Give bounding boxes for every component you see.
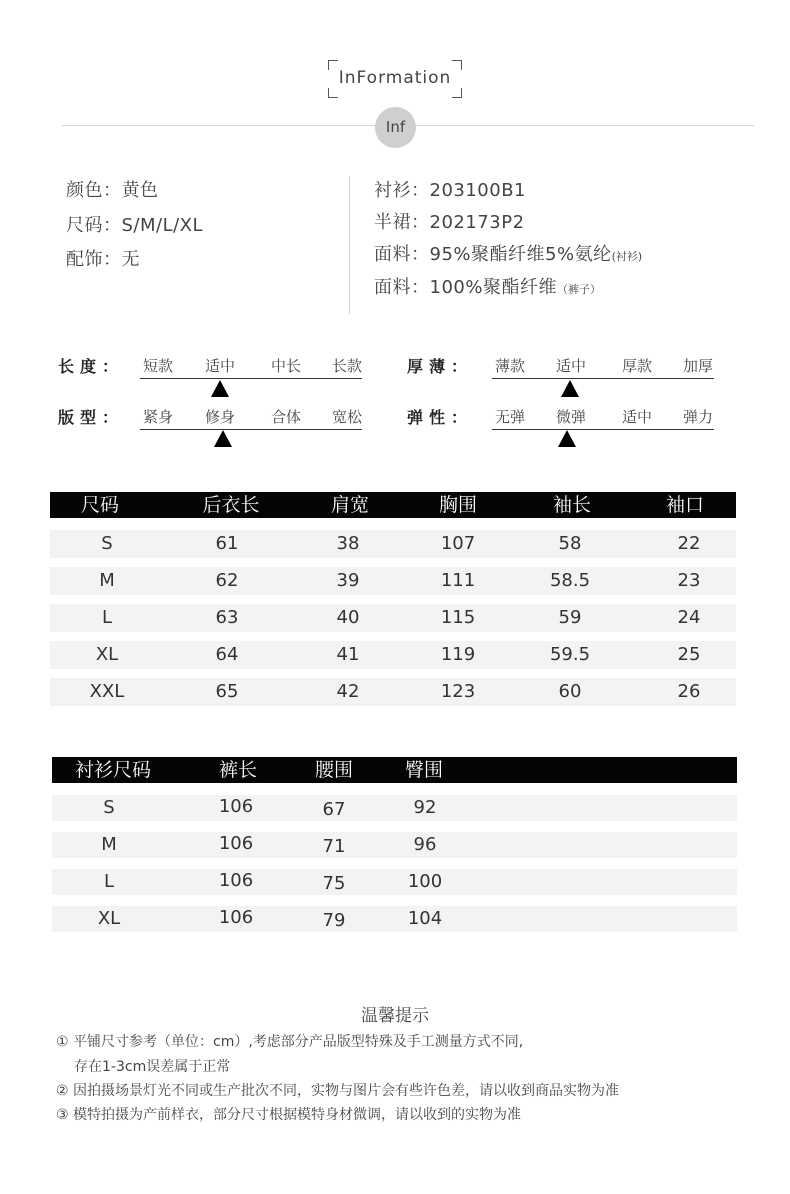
table-cell: 119 xyxy=(440,644,476,665)
scale-option: 弹力 xyxy=(682,408,713,426)
scale-label: 版型： xyxy=(58,408,125,427)
info-skirt-code xyxy=(374,208,525,234)
column-header: 袖长 xyxy=(552,494,591,516)
column-header: 后衣长 xyxy=(202,494,260,516)
scale-line xyxy=(492,378,714,379)
info-value: 100%聚酯纤维 xyxy=(429,277,557,298)
table-cell: 111 xyxy=(440,570,476,591)
column-header: 腰围 xyxy=(314,759,353,781)
info-label: 尺码： xyxy=(66,215,122,236)
column-header: 袖口 xyxy=(665,494,704,516)
scale-option: 合体 xyxy=(270,408,301,426)
table-cell: 106 xyxy=(218,833,254,854)
scale-label: 弹性： xyxy=(407,408,474,427)
info-divider xyxy=(349,176,350,314)
table-cell: 24 xyxy=(677,607,701,628)
scale-option: 微弹 xyxy=(555,408,586,426)
corner-bracket xyxy=(452,88,462,98)
table-cell: 67 xyxy=(322,799,346,820)
table-cell: L xyxy=(101,607,113,628)
column-header: 胸围 xyxy=(438,494,477,516)
table-cell: 115 xyxy=(440,607,476,628)
info-label: 面料： xyxy=(374,244,430,265)
scale-option: 宽松 xyxy=(331,408,362,426)
table-cell: 23 xyxy=(677,570,701,591)
column-header: 裤长 xyxy=(218,759,257,781)
table-cell: 63 xyxy=(215,607,239,628)
column-header: 臀围 xyxy=(404,759,443,781)
table-cell: 71 xyxy=(322,836,346,857)
info-value: 203100B1 xyxy=(429,180,527,201)
column-header: 衬衫尺码 xyxy=(74,759,151,781)
info-shirt-code xyxy=(374,176,526,202)
table-cell: 96 xyxy=(413,834,437,855)
table-cell: 58 xyxy=(558,533,582,554)
scale-option: 加厚 xyxy=(682,357,713,375)
table-cell: 106 xyxy=(218,796,254,817)
table-cell: 104 xyxy=(407,908,443,929)
table-cell: S xyxy=(103,797,115,818)
scale-option: 短款 xyxy=(142,357,173,375)
note-line: ③ 模特拍摄为产前样衣，部分尺寸根据模特身材微调，请以收到的实物为准 xyxy=(56,1107,521,1123)
scale-option: 长款 xyxy=(331,357,362,375)
info-value: 黄色 xyxy=(121,180,159,201)
selected-marker-icon xyxy=(211,380,229,397)
table-cell: 61 xyxy=(215,533,239,554)
page-title: InFormation xyxy=(338,68,452,88)
info-label: 配饰： xyxy=(66,249,122,270)
scale-option: 修身 xyxy=(204,408,235,426)
table-cell: L xyxy=(103,871,115,892)
info-note: （裤子） xyxy=(556,283,601,296)
scale-line xyxy=(492,429,714,430)
info-fabric-shirt xyxy=(374,240,642,266)
selected-marker-icon xyxy=(558,430,576,447)
scale-option: 薄款 xyxy=(494,357,525,375)
table-cell: M xyxy=(99,570,115,591)
table-cell: 79 xyxy=(322,910,346,931)
table-cell: 123 xyxy=(440,681,476,702)
selected-marker-icon xyxy=(214,430,232,447)
table-cell: 25 xyxy=(677,644,701,665)
scale-option: 中长 xyxy=(270,357,301,375)
notes-title: 温馨提示 xyxy=(361,1006,429,1026)
table-cell: 42 xyxy=(336,681,360,702)
scale-line xyxy=(140,378,362,379)
info-value: 202173P2 xyxy=(429,212,525,233)
info-label: 颜色： xyxy=(66,180,122,201)
scale-option: 适中 xyxy=(621,408,652,426)
column-header: 肩宽 xyxy=(330,494,369,516)
scale-label: 厚薄： xyxy=(407,357,474,376)
table-cell: 26 xyxy=(677,681,701,702)
table-cell: 59 xyxy=(558,607,582,628)
info-value: S/M/L/XL xyxy=(121,215,204,236)
table-cell: 107 xyxy=(440,533,476,554)
info-label: 半裙： xyxy=(374,212,430,233)
table-header xyxy=(50,492,736,518)
scale-option: 紧身 xyxy=(142,408,173,426)
selected-marker-icon xyxy=(561,380,579,397)
info-color xyxy=(66,176,159,202)
info-note: (衬衫) xyxy=(611,250,643,263)
table-cell: 65 xyxy=(215,681,239,702)
table-cell: 100 xyxy=(407,871,443,892)
title-frame xyxy=(328,60,462,98)
corner-bracket xyxy=(328,88,338,98)
scale-option: 适中 xyxy=(204,357,235,375)
table-cell: M xyxy=(101,834,117,855)
scale-label: 长度： xyxy=(58,357,125,376)
info-value: 无 xyxy=(121,249,140,270)
scale-option: 无弹 xyxy=(494,408,525,426)
column-header: 尺码 xyxy=(80,494,119,516)
table-cell: 38 xyxy=(336,533,360,554)
table-cell: 39 xyxy=(336,570,360,591)
table-cell: 106 xyxy=(218,907,254,928)
table-cell: 60 xyxy=(558,681,582,702)
table-cell: 92 xyxy=(413,797,437,818)
table-cell: 75 xyxy=(322,873,346,894)
info-fabric-pants xyxy=(374,273,601,299)
info-accessory xyxy=(66,245,140,271)
note-line: ② 因拍摄场景灯光不同或生产批次不同，实物与图片会有些许色差，请以收到商品实物为准 xyxy=(56,1083,619,1099)
scale-option: 厚款 xyxy=(621,357,652,375)
table-cell: 22 xyxy=(677,533,701,554)
scale-line xyxy=(140,429,362,430)
table-header xyxy=(52,757,737,783)
info-label: 衬衫： xyxy=(374,180,430,201)
info-size xyxy=(66,211,203,237)
table-cell: 41 xyxy=(336,644,360,665)
table-cell: XL xyxy=(95,644,119,665)
info-value: 95%聚酯纤维5%氨纶 xyxy=(429,244,612,265)
info-label: 面料： xyxy=(374,277,430,298)
table-cell: 64 xyxy=(215,644,239,665)
table-cell: XL xyxy=(97,908,121,929)
info-badge: Inf xyxy=(375,107,416,148)
table-cell: 106 xyxy=(218,870,254,891)
table-cell: XXL xyxy=(89,681,125,702)
note-line: 存在1-3cm误差属于正常 xyxy=(74,1059,231,1075)
table-cell: 40 xyxy=(336,607,360,628)
note-line: ① 平铺尺寸参考（单位：cm）,考虑部分产品版型特殊及手工测量方式不同, xyxy=(56,1034,524,1050)
table-cell: 62 xyxy=(215,570,239,591)
scale-option: 适中 xyxy=(555,357,586,375)
table-cell: 58.5 xyxy=(549,570,591,591)
table-cell: 59.5 xyxy=(549,644,591,665)
table-cell: S xyxy=(101,533,113,554)
